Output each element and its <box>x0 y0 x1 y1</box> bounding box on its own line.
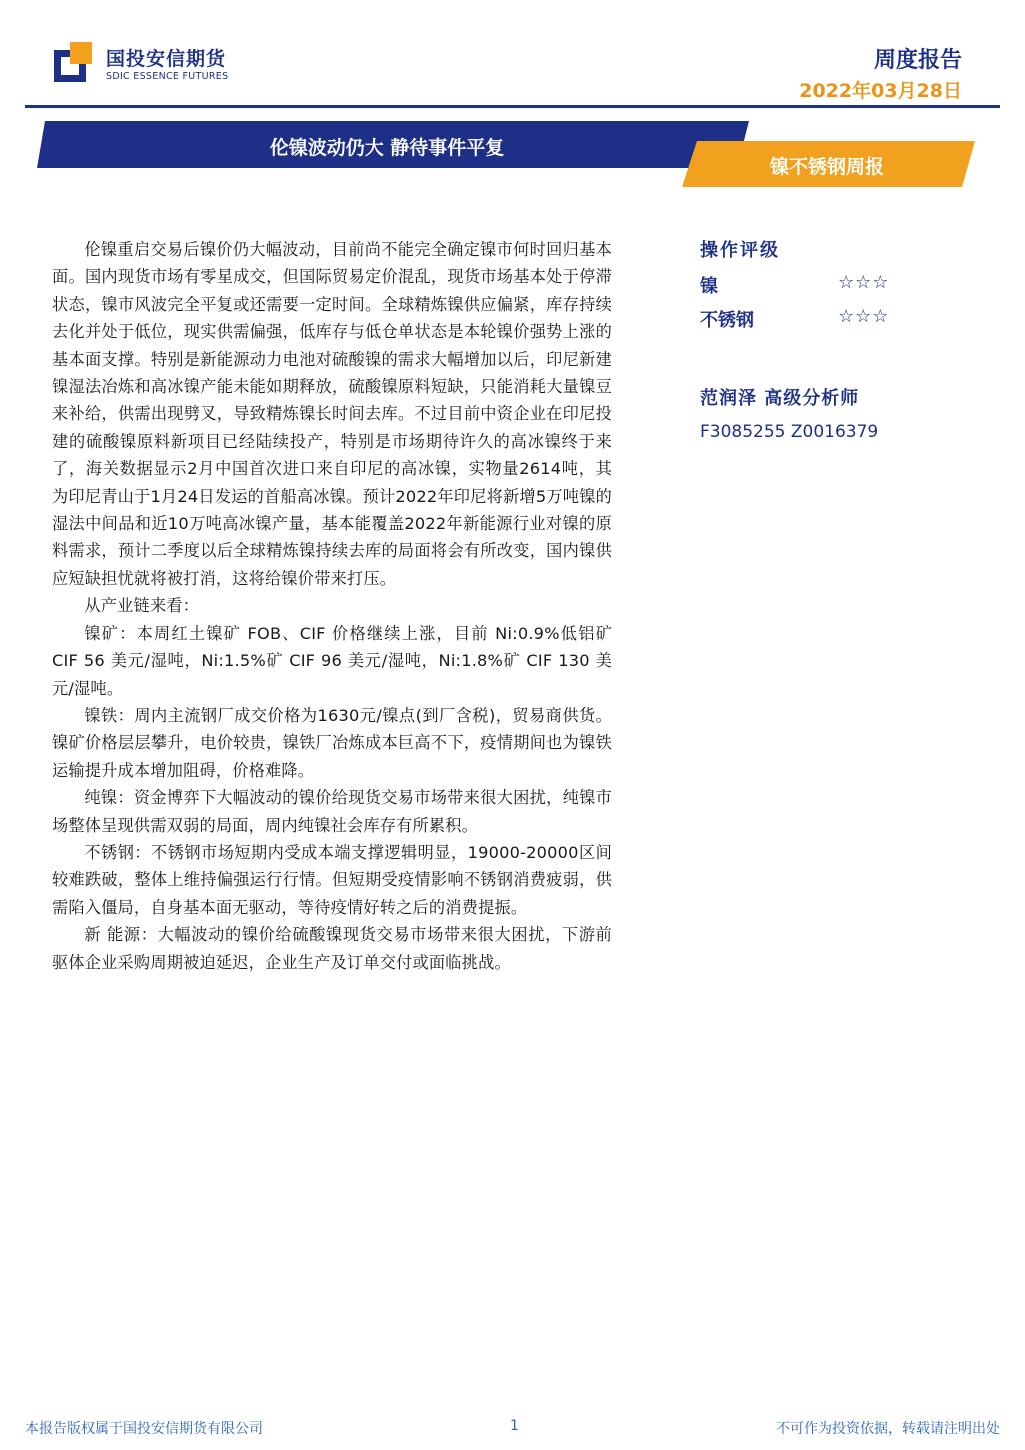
page-number: 1 <box>510 1418 519 1434</box>
rating-row <box>700 272 940 306</box>
logo-chinese-name: 国投安信期货 <box>106 48 227 70</box>
logo-mark-icon <box>54 42 94 82</box>
page-footer <box>25 1418 1000 1440</box>
analyst-name: 范润泽 高级分析师 <box>700 388 860 409</box>
report-body <box>52 236 612 976</box>
rating-label: 镍 <box>700 276 718 297</box>
rating-heading: 操作评级 <box>700 240 780 261</box>
body-paragraph: 从产业链来看： <box>84 596 200 616</box>
logo-english-name: SDIC ESSENCE FUTURES <box>106 71 229 82</box>
body-paragraph: 不锈钢：不锈钢市场短期内受成本端支撑逻辑明显，19000-20000区间较难跌破，整体上维持偏强运行行情。但短期受疫情影响不锈钢消费疲弱，供需陷入僵局，自身基本面无驱动，等待疫情好转之后的消费提振。 <box>52 842 612 917</box>
rating-sidebar <box>700 236 940 442</box>
report-date: 2022年03月28日 <box>799 80 962 102</box>
copyright-notice: 本报告版权属于国投安信期货有限公司 <box>25 1421 263 1437</box>
title-banner <box>37 121 977 189</box>
analyst-certificates: F3085255 Z0016379 <box>700 422 879 442</box>
report-type: 周度报告 <box>873 48 962 73</box>
company-logo <box>54 42 229 86</box>
body-paragraph: 纯镍：资金博弈下大幅波动的镍价给现货交易市场带来很大困扰，纯镍市场整体呈现供需双弱的局面，周内纯镍社会库存有所累积。 <box>52 788 612 835</box>
rating-row <box>700 306 940 340</box>
disclaimer-notice: 不可作为投资依据，转载请注明出处 <box>776 1421 1000 1437</box>
body-paragraph: 伦镍重启交易后镍价仍大幅波动，目前尚不能完全确定镍市何时回归基本面。国内现货市场有零星成交，但国际贸易定价混乱，现货市场基本处于停滞状态，镍市风波完全平复或还需要一定时间。全球精炼镍供应偏紧，库存持续去化并处于低位，现实供需偏强，低库存与低仓单状态是本轮镍价强势上涨的基本面支撑。特别是新能源动力电池对硫酸镍的需求大幅增加以后，印尼新建镍湿法冶炼和高冰镍产能未能如期释放，硫酸镍原料短缺，只能消耗大量镍豆来补给，供需出现劈叉，导致精炼镍长时间去库。不过目前中资企业在印尼投建的硫酸镍原料新项目已经陆续投产，特别是市场期待许久的高冰镍终于来了，海关数据显示2月中国首次进口来自印尼的高冰镍，实物量2614吨，其为印尼青山于1月24日发运的首船高冰镍。预计2022年印尼将新增5万吨镍的湿法中间品和近10万吨高冰镍产量，基本能覆盖2022年新能源行业对镍的原料需求，预计二季度以后全球精炼镍持续去库的局面将会有所改变，国内镍供应短缺担忧就将被打消，这将给镍价带来打压。 <box>52 240 612 588</box>
header-divider <box>25 105 1000 108</box>
report-subtitle: 镍不锈钢周报 <box>769 156 884 178</box>
star-rating-icon: ☆☆☆ <box>838 306 890 327</box>
body-paragraph: 镍矿：本周红土镍矿 FOB、CIF 价格继续上涨，目前 Ni:0.9%低铝矿 CIF 56 美元/湿吨，Ni:1.5%矿 CIF 96 美元/湿吨，Ni:1.8%矿 CIF 130 美元/湿吨。 <box>52 623 612 698</box>
body-paragraph: 镍铁：周内主流钢厂成交价格为1630元/镍点(到厂含税)，贸易商供货。镍矿价格层层攀升，电价较贵，镍铁厂冶炼成本巨高不下，疫情期间也为镍铁运输提升成本增加阻碍，价格难降。 <box>52 705 612 780</box>
report-title: 伦镍波动仍大 静待事件平复 <box>269 137 505 159</box>
rating-label: 不锈钢 <box>700 310 754 331</box>
star-rating-icon: ☆☆☆ <box>838 272 890 293</box>
body-paragraph: 新 能源：大幅波动的镍价给硫酸镍现货交易市场带来很大困扰，下游前驱体企业采购周期被迫延迟，企业生产及订单交付或面临挑战。 <box>52 925 612 972</box>
